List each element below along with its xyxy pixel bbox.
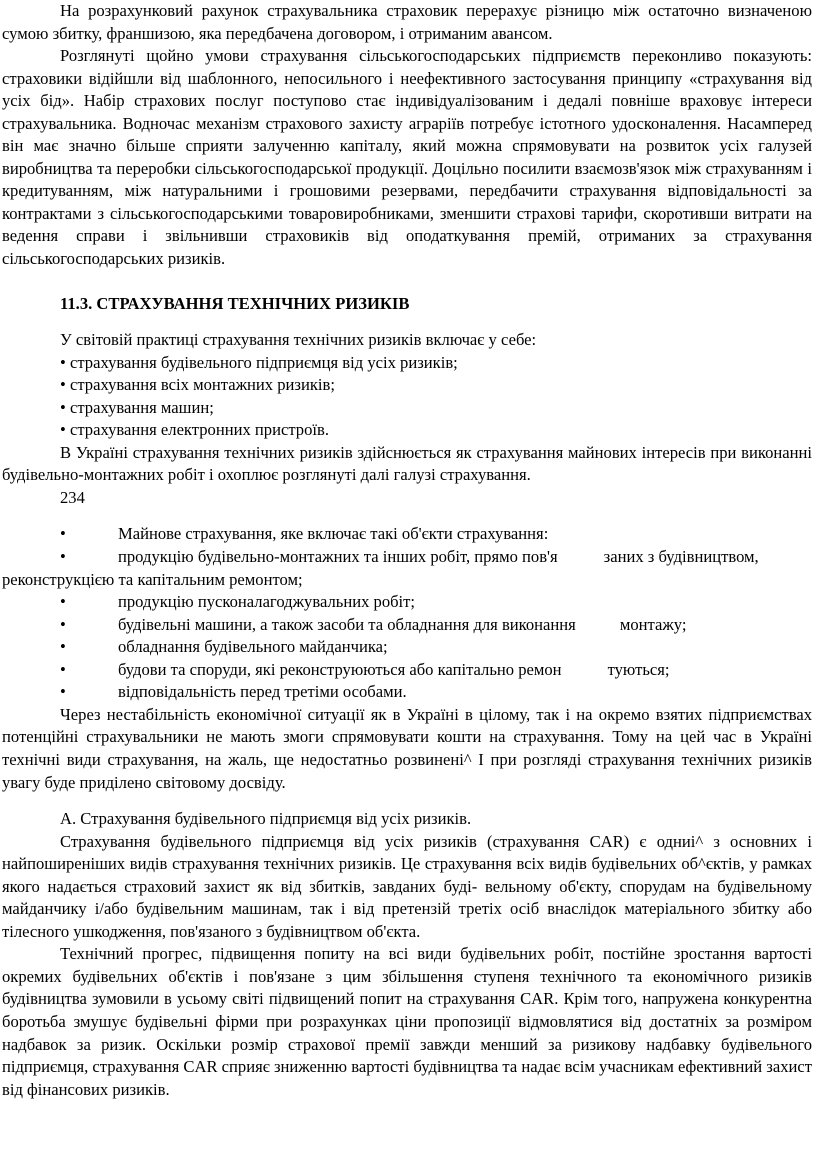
- property-item-text: будови та споруди, які реконструюються або капітально ремон: [118, 659, 562, 679]
- property-item-text: будівельні машини, а також засоби та обладнання для виконання: [118, 614, 576, 634]
- bullet-marker: •: [60, 524, 66, 544]
- paragraph-technical-progress: Технічний прогрес, підвищення попиту на всі види будівельних робіт, постійне зростання вартості окремих будівельних об'єктів і пов'язане з цим збільшення ступеня технічного та економічного ризиків будівництва зумовили в усьому світі підвищений попит на страхування CAR. Крім того, напружена конкурентна боротьба змушує будівельні фірми при розрахунках ціни пропозиції відмовлятися від достатніх за розміром надбавок за ризик. Оскільки розмір страхової премії завжди менший за ризикову надбавку будівельного підприємця, страхування CAR сприяє зниженню вартості будівництва та надає всім учасникам ефективний захист від фінансових ризиків.: [2, 944, 812, 1099]
- property-list-item: [2, 523, 812, 546]
- document-page: [2, 0, 812, 1101]
- property-list-item: [2, 681, 812, 704]
- property-item-text-continuation: монтажу;: [619, 614, 687, 634]
- property-list-item: [2, 614, 812, 637]
- page-number: 234: [60, 487, 85, 507]
- property-item-text: продукцію пусконалагоджувальних робіт;: [118, 592, 416, 612]
- property-list-item: [2, 546, 812, 591]
- list-item: • страхування будівельного підприємця від усіх ризиків;: [60, 352, 458, 372]
- bullet-marker: •: [60, 659, 66, 679]
- paragraph-car-insurance: Страхування будівельного підприємця від усіх ризиків (страхування CAR) є одниі^ з основних і найпоширеніших видів страхування технічних ризиків. Це страхування всіх видів будівельних об^єктів, у рамках якого надається страховий захист як від збитків, завданих буді- вельному об'єкту, спорудам на будівельному майданчику і/або будівельним машинам, так і від претензій третіх осіб внаслідок матеріального збитку або тілесного ушкодження, пов'язаного з будівництвом об'єкта.: [2, 831, 812, 941]
- bullet-marker: •: [60, 614, 66, 634]
- property-item-text: обладнання будівельного майданчика;: [118, 637, 388, 657]
- bullet-marker: •: [60, 547, 66, 567]
- paragraph-ukraine-technical-risks: В Україні страхування технічних ризиків здійснюється як страхування майнових інтересів при виконанні будівельно-монтажних робіт і охоплює розглянуті далі галузі страхування.: [2, 442, 812, 485]
- property-list-item: [2, 591, 812, 614]
- paragraph-agricultural-conditions: Розглянуті щойно умови страхування сільськогосподарських підприємств переконливо показують: страховики відійшли від шаблонного, непосильного і неефективного застосування принципу «страхування від усіх бід». Набір страхових послуг поступово стає індивідуалізованим і дедалі повніше враховує інтереси страхувальника. Водночас механізм страхового захисту аграріїв потребує істотного удосконалення. Насамперед він має значно більше сприяти залученню капіталу, який можна спрямовувати на розвиток усіх галузей виробництва та переробки сільськогосподарської продукції. Доцільно посилити взаємозв'язок між страхуванням і кредитуванням, між натуральними і грошовими резервами, передбачити страхування відповідальності за контрактами з сільськогосподарськими товаровиробниками, зменшити страхові тарифи, скоротивши витрати на ведення справи і звільнивши страховиків від оподаткування премій, отриманих за страхування сільськогосподарських ризиків.: [2, 46, 812, 269]
- property-item-text-continuation: заних з будівництвом, реконструкцією та капітальним ремонтом;: [2, 547, 759, 589]
- bullet-marker: •: [60, 637, 66, 657]
- property-item-text: продукцію будівельно-монтажних та інших робіт, прямо пов'я: [118, 547, 558, 567]
- property-list-item: [2, 659, 812, 682]
- list-item: • страхування машин;: [60, 397, 214, 417]
- paragraph-settlement: На розрахунковий рахунок страхувальника страховик перерахує різницю між остаточно визначеною сумою збитку, франшизою, яка передбачена договором, і отриманим авансом.: [2, 1, 812, 43]
- bullet-marker: •: [60, 682, 66, 702]
- subheading-car: А. Страхування будівельного підприємця від усіх ризиків.: [60, 809, 472, 829]
- property-item-text: Майнове страхування, яке включає такі об'єкти страхування:: [118, 524, 549, 544]
- paragraph-economic-instability: Через нестабільність економічної ситуації як в Україні в цілому, так і на окремо взятих підприємствах потенційні страхувальники не мають змоги спрямовувати кошти на страхування. Тому на цей час в Україні технічні види страхування, на жаль, ще недостатньо розвинені^ І при розгляді страхування технічних ризиків увагу буде приділено світовому досвіду.: [2, 704, 812, 792]
- bullet-marker: •: [60, 592, 66, 612]
- property-list-item: [2, 636, 812, 659]
- section-heading: 11.3. СТРАХУВАННЯ ТЕХНІЧНИХ РИЗИКІВ: [60, 293, 410, 313]
- list-item: • страхування всіх монтажних ризиків;: [60, 375, 335, 395]
- property-item-text: відповідальність перед третіми особами.: [118, 682, 407, 702]
- property-item-text-continuation: туються;: [607, 659, 670, 679]
- list-item: • страхування електронних пристроїв.: [60, 420, 329, 440]
- paragraph-world-practice: У світовій практиці страхування технічних ризиків включає у себе:: [60, 330, 537, 350]
